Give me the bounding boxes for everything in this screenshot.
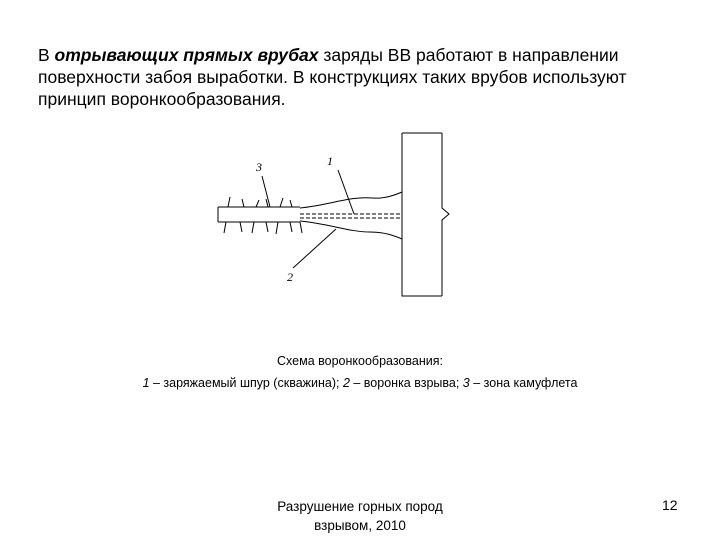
crater-lower-curve (300, 221, 402, 239)
legend-text-2: – воронка взрыва; (349, 376, 463, 390)
caption-title: Схема воронкообразования: (277, 354, 443, 368)
intro-prefix: В (38, 45, 55, 65)
camouflet-cracks-bottom (224, 222, 302, 234)
caption-legend (0, 376, 720, 390)
leader-line-3 (262, 176, 270, 207)
charge-centerline (300, 214, 402, 218)
legend-text-3: – зона камуфлета (469, 376, 578, 390)
legend-text-1: – заряжаемый шпур (скважина); (149, 376, 343, 390)
label-borehole: 1 (327, 154, 333, 168)
footer-line-1: Разрушение горных пород (277, 499, 443, 514)
legend-num-1: 1 (142, 376, 150, 390)
leader-line-2 (293, 229, 336, 268)
leader-line-1 (338, 170, 354, 214)
intro-rest: заряды ВВ работают в направлении поверхности забоя выработки. В конструкциях таких врубов используют принцип воронкообразования. (38, 45, 627, 109)
page-number: 12 (662, 497, 678, 513)
legend-num-3: 3 (462, 376, 470, 390)
intro-emphasis: отрывающих прямых врубах (54, 45, 319, 65)
footer-line-2: взрывом, 2010 (314, 518, 406, 533)
legend-num-2: 2 (342, 376, 350, 390)
footer (240, 497, 480, 535)
camouflet-cracks-top (228, 197, 292, 207)
label-crater: 2 (287, 270, 293, 284)
free-face-outline (402, 133, 449, 296)
label-camouflet: 3 (256, 160, 262, 174)
borehole-outline (218, 207, 300, 222)
